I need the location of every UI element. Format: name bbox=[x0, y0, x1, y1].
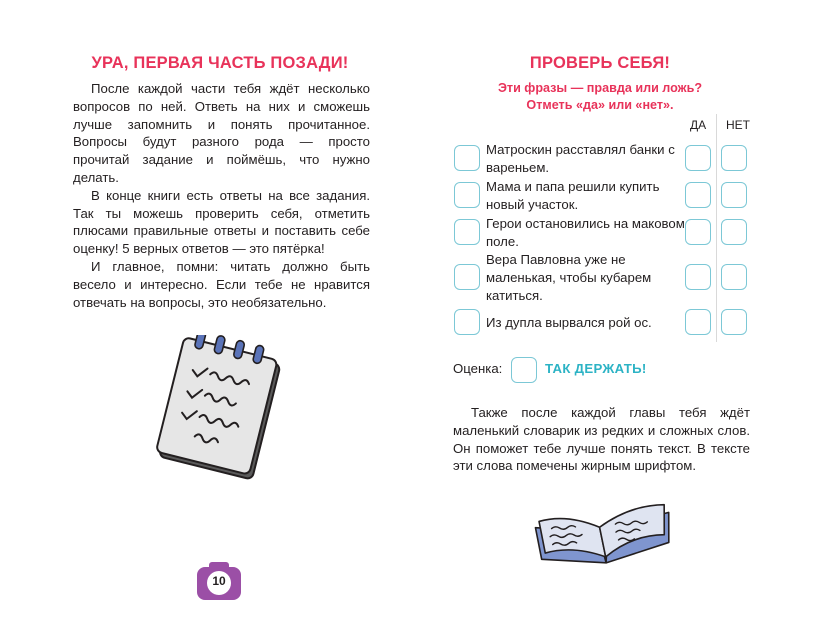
question-4-yes-box[interactable] bbox=[685, 264, 711, 290]
column-no-header: НЕТ bbox=[726, 118, 750, 132]
page-number: 10 bbox=[212, 574, 226, 588]
question-3-no-box[interactable] bbox=[721, 219, 747, 245]
question-5-no-box[interactable] bbox=[721, 309, 747, 335]
question-5-text: Из дупла вырвался рой ос. bbox=[486, 315, 652, 330]
column-divider bbox=[716, 114, 717, 342]
closing-paragraph bbox=[453, 404, 750, 475]
question-5-mark-box[interactable] bbox=[454, 309, 480, 335]
left-page-title: УРА, ПЕРВАЯ ЧАСТЬ ПОЗАДИ! bbox=[91, 54, 349, 72]
instructions-line: Отметь «да» или «нет». bbox=[526, 98, 674, 112]
grade-label: Оценка: bbox=[453, 361, 503, 376]
grade-box[interactable] bbox=[511, 357, 537, 383]
grade-message: ТАК ДЕРЖАТЬ! bbox=[545, 361, 647, 376]
question-1-mark-box[interactable] bbox=[454, 145, 480, 171]
question-2-yes-box[interactable] bbox=[685, 182, 711, 208]
question-3-mark-box[interactable] bbox=[454, 219, 480, 245]
question-4-text: Вера Павловна уже не маленькая, чтобы кубарем катиться. bbox=[486, 252, 652, 303]
question-5-yes-box[interactable] bbox=[685, 309, 711, 335]
column-yes-header: ДА bbox=[690, 118, 707, 132]
question-1-text: Матроскин расставлял банки с вареньем. bbox=[486, 142, 675, 175]
right-page-title: ПРОВЕРЬ СЕБЯ! bbox=[529, 54, 671, 72]
left-page-body bbox=[73, 80, 370, 311]
paragraph: И главное, помни: читать должно быть весело и интересно. Если тебе не нравится отвечать на вопросы, это необязательно. bbox=[73, 258, 370, 310]
question-2-no-box[interactable] bbox=[721, 182, 747, 208]
question-1-yes-box[interactable] bbox=[685, 145, 711, 171]
right-page bbox=[410, 0, 820, 637]
question-4-mark-box[interactable] bbox=[454, 264, 480, 290]
open-book-illustration bbox=[528, 495, 678, 570]
notepad-illustration bbox=[150, 335, 300, 485]
question-2-text: Мама и папа решили купить новый участок. bbox=[486, 179, 660, 212]
paragraph: Также после каждой главы тебя ждёт маленький словарик из редких и сложных слов. Он поможет тебе лучше понять текст. В тексте эти слова помечены жирным шрифтом. bbox=[453, 405, 750, 474]
question-3-text: Герои остановились на маковом поле. bbox=[486, 216, 685, 249]
question-2-mark-box[interactable] bbox=[454, 182, 480, 208]
paragraph: После каждой части тебя ждёт несколько вопросов по ней. Ответь на них и сможешь лучше запомнить и понять прочитанное. Вопросы будут разного рода — просто прочитай задание и поймёшь, что нужно делать. bbox=[73, 81, 370, 185]
paragraph: В конце книги есть ответы на все задания. Так ты можешь проверить себя, отметить плюсами правильные ответы и поставить себе оценку! 5 верных ответов — это пятёрка! bbox=[73, 187, 370, 257]
question-3-yes-box[interactable] bbox=[685, 219, 711, 245]
question-1-no-box[interactable] bbox=[721, 145, 747, 171]
instructions-line: Эти фразы — правда или ложь? bbox=[497, 81, 703, 95]
question-4-no-box[interactable] bbox=[721, 264, 747, 290]
instructions bbox=[470, 80, 730, 114]
